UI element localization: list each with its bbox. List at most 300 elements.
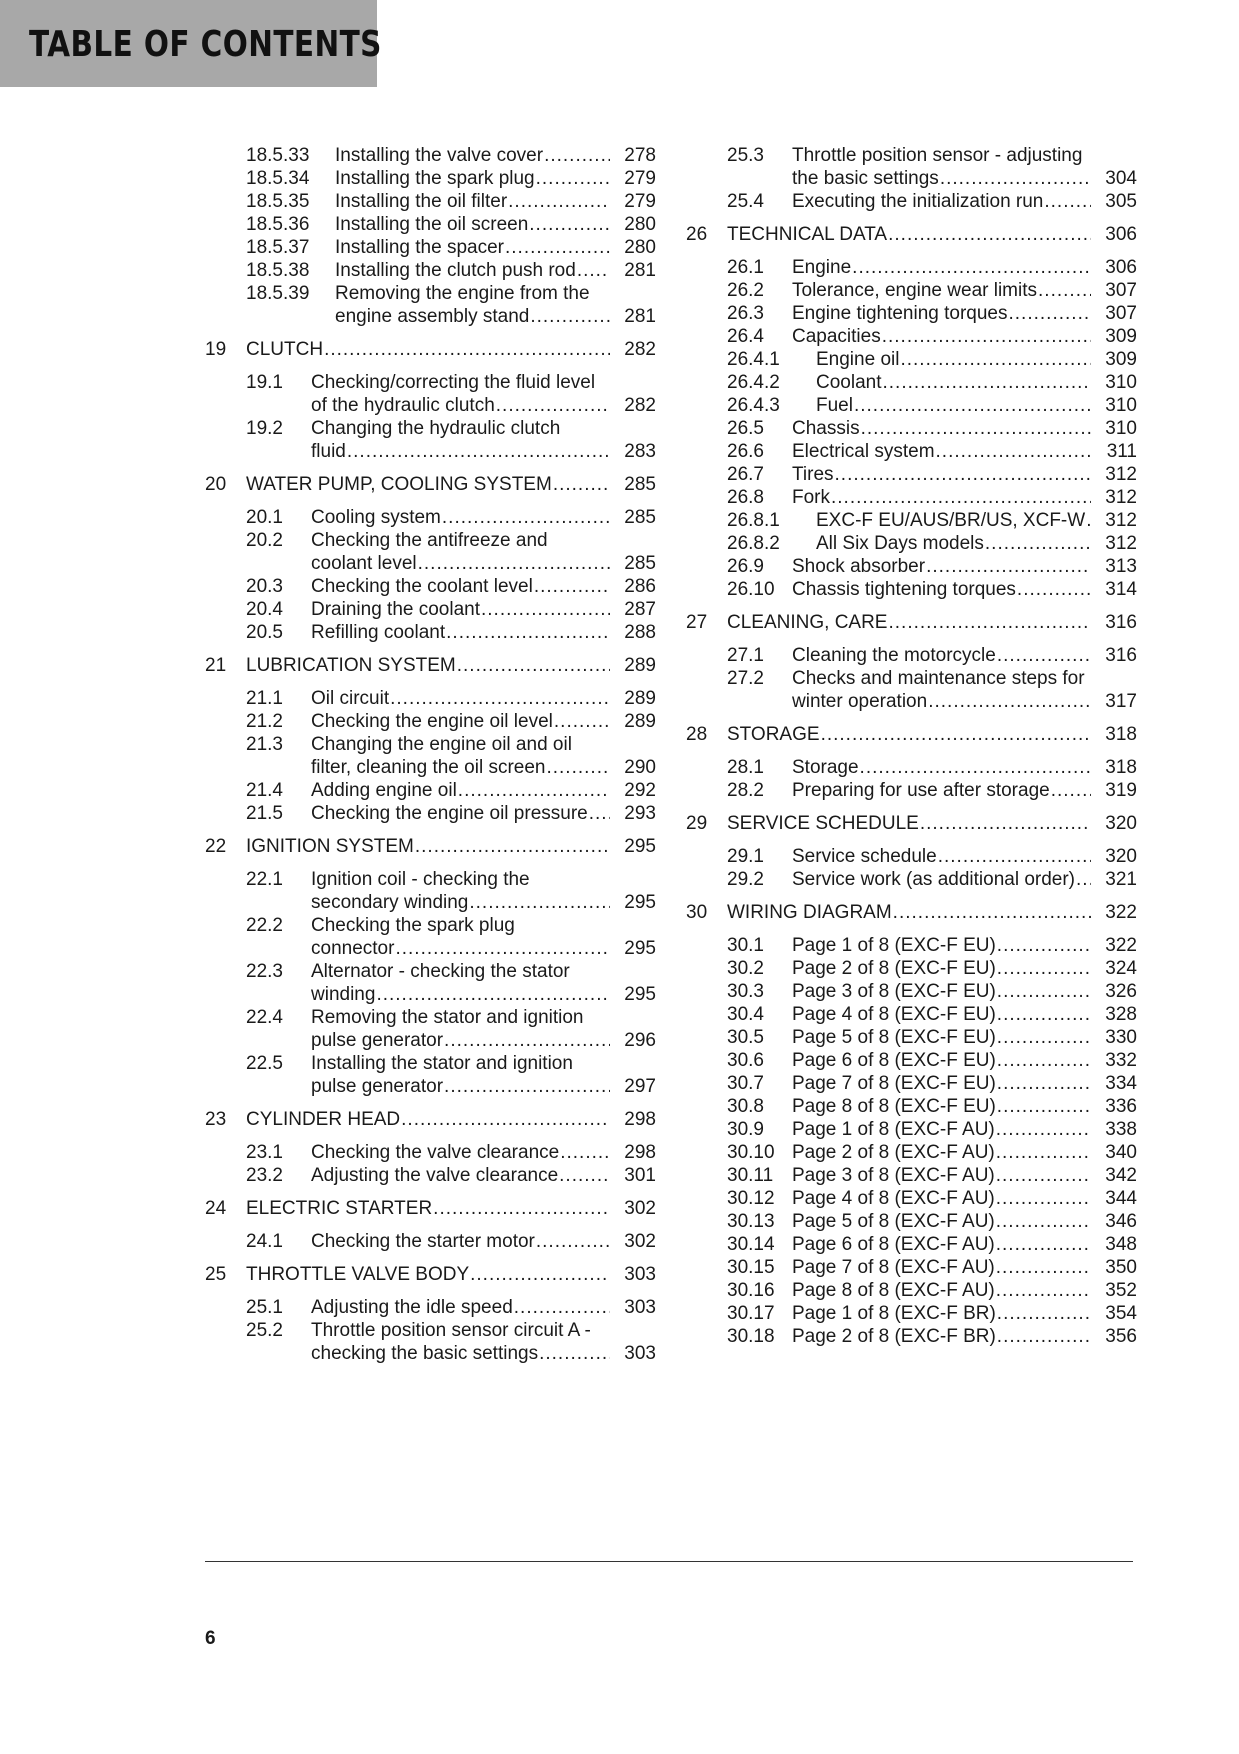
toc-entry-title-line: fluid <box>311 441 346 462</box>
toc-entry[interactable] <box>686 980 1137 1003</box>
toc-entry[interactable] <box>686 486 1137 509</box>
toc-entry[interactable] <box>686 1325 1137 1348</box>
toc-entry[interactable] <box>205 213 656 236</box>
toc-entry-title-line: Page 5 of 8 (EXC-F AU) <box>792 1211 995 1232</box>
toc-entry-title <box>792 1164 1091 1187</box>
toc-entry-number: 30.7 <box>727 1073 764 1094</box>
toc-entry[interactable] <box>205 417 656 463</box>
toc-entry[interactable] <box>686 463 1137 486</box>
toc-entry[interactable] <box>686 868 1137 891</box>
toc-entry-title <box>792 1003 1091 1026</box>
toc-dot-leader <box>505 236 610 259</box>
toc-entry-title-last-line <box>311 575 610 598</box>
toc-entry-title-line: Throttle position sensor circuit A - <box>311 1320 591 1341</box>
toc-chapter[interactable] <box>686 223 1137 246</box>
toc-entry-title <box>311 779 610 802</box>
toc-entry-title-last-line <box>792 1003 1091 1026</box>
toc-entry-page: 312 <box>1105 510 1137 531</box>
toc-entry-title-line: Page 2 of 8 (EXC-F BR) <box>792 1326 996 1347</box>
toc-dot-leader <box>996 1164 1091 1187</box>
toc-entry-title-last-line <box>335 190 610 213</box>
toc-entry-number: 19 <box>205 339 227 360</box>
toc-entry-number: 26.5 <box>727 418 764 439</box>
toc-entry-title <box>311 1296 610 1319</box>
toc-entry-title-last-line <box>335 213 610 236</box>
toc-entry-title-last-line <box>816 394 1091 417</box>
toc-entry[interactable] <box>686 578 1137 601</box>
toc-entry-number: 20.2 <box>246 530 283 551</box>
toc-dot-leader <box>997 644 1091 667</box>
toc-entry[interactable] <box>686 1003 1137 1026</box>
toc-entry-title <box>727 223 1091 246</box>
toc-entry-page: 330 <box>1105 1027 1137 1048</box>
toc-entry-page: 295 <box>624 836 656 857</box>
toc-chapter[interactable] <box>686 723 1137 746</box>
toc-entry-title-line: Installing the valve cover <box>335 145 544 166</box>
toc-entry-number: 20 <box>205 474 227 495</box>
toc-entry[interactable] <box>205 190 656 213</box>
toc-entry-number: 30.15 <box>727 1257 775 1278</box>
toc-entry-page: 352 <box>1105 1280 1137 1301</box>
toc-entry-number: 23 <box>205 1109 227 1130</box>
toc-entry-number: 26.9 <box>727 556 764 577</box>
toc-entry[interactable] <box>686 256 1137 279</box>
toc-dot-leader <box>888 223 1091 246</box>
toc-entry-number: 22.2 <box>246 915 283 936</box>
toc-entry[interactable] <box>686 1164 1137 1187</box>
toc-entry-number: 30.16 <box>727 1280 775 1301</box>
toc-entry[interactable] <box>686 1187 1137 1210</box>
toc-entry[interactable] <box>205 1164 656 1187</box>
toc-entry-number: 21.4 <box>246 780 283 801</box>
toc-entry-title-last-line <box>792 578 1091 601</box>
toc-entry[interactable] <box>205 371 656 417</box>
toc-entry-page: 312 <box>1105 464 1137 485</box>
toc-entry-page: 283 <box>624 441 656 462</box>
toc-entry-page: 285 <box>624 474 656 495</box>
toc-entry-title-last-line <box>792 256 1091 279</box>
toc-entry-title-last-line <box>311 1075 610 1098</box>
toc-entry-title <box>335 144 610 167</box>
toc-chapter[interactable] <box>686 611 1137 634</box>
toc-entry-number: 18.5.38 <box>246 260 310 281</box>
toc-entry-title-line: Coolant <box>816 372 882 393</box>
toc-entry-number: 26.8 <box>727 487 764 508</box>
toc-entry[interactable] <box>686 144 1137 190</box>
toc-entry-page: 324 <box>1105 958 1137 979</box>
toc-chapter[interactable] <box>205 654 656 677</box>
toc-dot-leader <box>554 710 610 733</box>
toc-entry-title-line: Capacities <box>792 326 881 347</box>
toc-entry-title-line: Tires <box>792 464 834 485</box>
toc-entry-number: 26.4 <box>727 326 764 347</box>
toc-entry-title-line: Page 5 of 8 (EXC-F EU) <box>792 1027 996 1048</box>
toc-entry-title-line: Checking/correcting the fluid level <box>311 372 596 393</box>
toc-entry[interactable] <box>205 1319 656 1365</box>
toc-entry-title <box>792 980 1091 1003</box>
toc-entry[interactable] <box>686 756 1137 779</box>
toc-entry-title <box>246 1108 610 1131</box>
toc-entry-page: 297 <box>624 1076 656 1097</box>
toc-entry-title-line: Service schedule <box>792 846 937 867</box>
toc-chapter[interactable] <box>205 473 656 496</box>
toc-entry[interactable] <box>686 394 1137 417</box>
toc-entry[interactable] <box>205 529 656 575</box>
toc-entry-title-line: filter, cleaning the oil screen <box>311 757 546 778</box>
toc-dot-leader <box>940 167 1091 190</box>
toc-entry-title-line: Changing the engine oil and oil <box>311 734 572 755</box>
toc-entry-title <box>792 1095 1091 1118</box>
toc-entry-number: 19.1 <box>246 372 283 393</box>
toc-dot-leader <box>1051 779 1091 802</box>
toc-entry-number: 21.3 <box>246 734 283 755</box>
toc-entry-title <box>311 529 610 575</box>
toc-entry-title <box>792 1279 1091 1302</box>
toc-entry-title <box>311 1230 610 1253</box>
toc-entry-number: 22.4 <box>246 1007 283 1028</box>
toc-entry-title-line: LUBRICATION SYSTEM <box>246 655 456 676</box>
toc-entry-title-last-line <box>311 779 610 802</box>
toc-chapter[interactable] <box>205 835 656 858</box>
toc-dot-leader <box>469 891 610 914</box>
toc-entry-title-line: Checking the coolant level <box>311 576 533 597</box>
toc-entry[interactable] <box>686 934 1137 957</box>
toc-entry-title-line: Installing the clutch push rod <box>335 260 576 281</box>
toc-dot-leader <box>418 552 610 575</box>
toc-dot-leader <box>536 1230 610 1253</box>
toc-entry-page: 322 <box>1105 902 1137 923</box>
toc-entry-title <box>311 506 610 529</box>
toc-entry-number: 25.2 <box>246 1320 283 1341</box>
toc-entry-title <box>311 1164 610 1187</box>
toc-entry-title <box>311 802 610 825</box>
toc-entry-title-line: the basic settings <box>792 168 939 189</box>
toc-entry-title-line: winter operation <box>792 691 928 712</box>
header-band <box>0 0 382 87</box>
toc-entry-title <box>311 417 610 463</box>
toc-entry-title-last-line <box>792 779 1091 802</box>
toc-entry-title-line: Page 3 of 8 (EXC-F EU) <box>792 981 996 1002</box>
toc-entry-number: 28.1 <box>727 757 764 778</box>
toc-entry-title <box>816 532 1091 555</box>
toc-entry[interactable] <box>205 506 656 529</box>
toc-dot-leader <box>530 305 610 328</box>
toc-entry-number: 26.8.1 <box>727 510 780 531</box>
toc-entry-title-last-line <box>792 1210 1091 1233</box>
toc-entry[interactable] <box>686 779 1137 802</box>
toc-dot-leader <box>883 371 1092 394</box>
toc-entry-number: 26.10 <box>727 579 775 600</box>
toc-entry-title-last-line <box>727 723 1091 746</box>
toc-entry-number: 22 <box>205 836 227 857</box>
toc-entry[interactable] <box>686 1256 1137 1279</box>
toc-entry-title <box>792 756 1091 779</box>
toc-dot-leader <box>433 1197 610 1220</box>
toc-entry-page: 305 <box>1105 191 1137 212</box>
toc-entry[interactable] <box>205 167 656 190</box>
toc-entry[interactable] <box>686 348 1137 371</box>
toc-entry[interactable] <box>686 440 1137 463</box>
toc-dot-leader <box>1038 279 1091 302</box>
toc-dot-leader <box>546 756 610 779</box>
toc-entry-title-line: Engine <box>792 257 852 278</box>
toc-entry-number: 30.17 <box>727 1303 775 1324</box>
toc-entry[interactable] <box>205 1052 656 1098</box>
toc-dot-leader <box>996 1141 1091 1164</box>
toc-entry-title-last-line <box>792 1187 1091 1210</box>
toc-entry-number: 20.5 <box>246 622 283 643</box>
toc-entry-title-line: Page 8 of 8 (EXC-F EU) <box>792 1096 996 1117</box>
toc-dot-leader <box>854 394 1091 417</box>
toc-entry[interactable] <box>686 1095 1137 1118</box>
toc-chapter[interactable] <box>686 901 1137 924</box>
toc-entry-title-last-line <box>311 598 610 621</box>
toc-entry-title <box>311 1141 610 1164</box>
toc-entry[interactable] <box>686 555 1137 578</box>
toc-entry-title <box>727 723 1091 746</box>
toc-entry-title-last-line <box>311 1141 610 1164</box>
toc-entry-title-line: EXC-F EU/AUS/BR/US, XCF-W <box>816 510 1086 531</box>
toc-entry-number: 26.3 <box>727 303 764 324</box>
toc-entry-page: 344 <box>1105 1188 1137 1209</box>
toc-entry-page: 326 <box>1105 981 1137 1002</box>
toc-dot-leader <box>893 901 1091 924</box>
toc-entry-title-last-line <box>727 901 1091 924</box>
toc-entry-number: 26.6 <box>727 441 764 462</box>
toc-entry-page: 309 <box>1105 326 1137 347</box>
toc-chapter[interactable] <box>205 1263 656 1286</box>
toc-entry-title-line: Executing the initialization run <box>792 191 1044 212</box>
toc-entry-title <box>792 144 1091 190</box>
toc-entry-title-last-line <box>792 690 1091 713</box>
toc-entry-title-last-line <box>792 1026 1091 1049</box>
toc-entry-title-last-line <box>311 552 610 575</box>
toc-entry-title-last-line <box>311 1230 610 1253</box>
toc-entry[interactable] <box>686 1118 1137 1141</box>
toc-entry-page: 303 <box>624 1297 656 1318</box>
toc-entry[interactable] <box>205 236 656 259</box>
toc-entry[interactable] <box>205 779 656 802</box>
toc-entry[interactable] <box>205 868 656 914</box>
toc-entry-title-line: Draining the coolant <box>311 599 480 620</box>
toc-entry-title-line: Installing the spark plug <box>335 168 535 189</box>
toc-entry-title <box>792 644 1091 667</box>
toc-dot-leader <box>996 1256 1091 1279</box>
toc-entry[interactable] <box>205 259 656 282</box>
toc-chapter[interactable] <box>205 338 656 361</box>
toc-entry[interactable] <box>205 1296 656 1319</box>
toc-dot-leader <box>835 463 1091 486</box>
toc-entry-title <box>311 371 610 417</box>
toc-dot-leader <box>920 812 1091 835</box>
toc-entry-title <box>792 1072 1091 1095</box>
toc-entry-page: 302 <box>624 1198 656 1219</box>
toc-entry-number: 21.1 <box>246 688 283 709</box>
toc-dot-leader <box>470 1263 610 1286</box>
toc-dot-leader <box>529 213 610 236</box>
toc-entry[interactable] <box>686 325 1137 348</box>
toc-entry-title-line: Checking the engine oil level <box>311 711 553 732</box>
toc-entry[interactable] <box>686 279 1137 302</box>
toc-entry-title-line: Electrical system <box>792 441 935 462</box>
toc-entry[interactable] <box>205 710 656 733</box>
toc-entry-title-line: Checking the spark plug <box>311 915 515 936</box>
toc-chapter[interactable] <box>205 1108 656 1131</box>
toc-entry-title <box>792 463 1091 486</box>
toc-entry[interactable] <box>205 1230 656 1253</box>
toc-entry-title-last-line <box>792 1302 1091 1325</box>
toc-dot-leader <box>997 1072 1091 1095</box>
toc-entry-number: 27.1 <box>727 645 764 666</box>
toc-entry-number: 30.12 <box>727 1188 775 1209</box>
toc-entry-title-line: WATER PUMP, COOLING SYSTEM <box>246 474 552 495</box>
toc-dot-leader <box>1076 868 1091 891</box>
toc-entry-title-line: Chassis tightening torques <box>792 579 1016 600</box>
toc-dot-leader <box>928 690 1091 713</box>
toc-entry-title-line: Removing the engine from the <box>335 283 590 304</box>
toc-entry-title <box>792 667 1091 713</box>
toc-entry[interactable] <box>205 282 656 328</box>
toc-entry[interactable] <box>686 532 1137 555</box>
toc-entry-page: 354 <box>1105 1303 1137 1324</box>
toc-entry[interactable] <box>205 802 656 825</box>
toc-entry-title <box>311 687 610 710</box>
toc-entry-number: 30.5 <box>727 1027 764 1048</box>
toc-dot-leader <box>395 937 610 960</box>
toc-entry[interactable] <box>686 845 1137 868</box>
toc-dot-leader <box>444 1075 610 1098</box>
toc-entry[interactable] <box>205 1141 656 1164</box>
toc-entry-title-line: Service work (as additional order) <box>792 869 1076 890</box>
toc-entry[interactable] <box>205 144 656 167</box>
toc-entry-number: 30.18 <box>727 1326 775 1347</box>
toc-entry-title-line: Engine oil <box>816 349 900 370</box>
toc-entry[interactable] <box>686 371 1137 394</box>
toc-entry-page: 356 <box>1105 1326 1137 1347</box>
toc-entry[interactable] <box>205 960 656 1006</box>
toc-entry[interactable] <box>686 509 1137 532</box>
toc-dot-leader <box>444 1029 610 1052</box>
toc-entry-page: 288 <box>624 622 656 643</box>
toc-entry[interactable] <box>686 1049 1137 1072</box>
toc-entry-title-line: Checking the engine oil pressure <box>311 803 588 824</box>
toc-chapter[interactable] <box>205 1197 656 1220</box>
toc-dot-leader <box>446 621 610 644</box>
toc-entry-title <box>792 1118 1091 1141</box>
toc-entry[interactable] <box>686 1233 1137 1256</box>
toc-dot-leader <box>442 506 610 529</box>
toc-entry[interactable] <box>686 1279 1137 1302</box>
toc-entry[interactable] <box>686 957 1137 980</box>
toc-chapter[interactable] <box>686 812 1137 835</box>
toc-entry[interactable] <box>205 733 656 779</box>
toc-entry-title-last-line <box>335 305 610 328</box>
toc-entry-title-last-line <box>792 325 1091 348</box>
toc-entry[interactable] <box>686 644 1137 667</box>
toc-entry-title-line: coolant level <box>311 553 417 574</box>
toc-entry-number: 26.1 <box>727 257 764 278</box>
toc-entry-title-line: of the hydraulic clutch <box>311 395 495 416</box>
toc-entry-title-last-line <box>792 167 1091 190</box>
toc-entry-page: 312 <box>1105 487 1137 508</box>
toc-entry-title-last-line <box>792 440 1091 463</box>
toc-entry-number: 30.2 <box>727 958 764 979</box>
toc-entry-title-line: Installing the oil filter <box>335 191 508 212</box>
toc-entry-page: 285 <box>624 553 656 574</box>
toc-entry[interactable] <box>686 302 1137 325</box>
toc-entry[interactable] <box>205 598 656 621</box>
toc-entry-page: 295 <box>624 984 656 1005</box>
toc-entry-title-line: Throttle position sensor - adjusting <box>792 145 1083 166</box>
toc-entry-title-last-line <box>792 1325 1091 1348</box>
toc-dot-leader <box>1086 509 1091 532</box>
toc-entry-title <box>792 256 1091 279</box>
toc-entry-title-line: Page 1 of 8 (EXC-F BR) <box>792 1303 996 1324</box>
toc-entry-number: 26.8.2 <box>727 533 780 554</box>
toc-entry[interactable] <box>205 621 656 644</box>
toc-entry-title <box>792 417 1091 440</box>
toc-entry-title-line: Cooling system <box>311 507 441 528</box>
toc-entry[interactable] <box>205 1006 656 1052</box>
toc-entry-page: 307 <box>1105 303 1137 324</box>
toc-entry[interactable] <box>686 1141 1137 1164</box>
toc-entry-number: 18.5.34 <box>246 168 310 189</box>
toc-entry-page: 281 <box>624 306 656 327</box>
toc-entry-number: 18.5.36 <box>246 214 310 235</box>
toc-entry-title-line: connector <box>311 938 395 959</box>
toc-entry-title-last-line <box>792 555 1091 578</box>
toc-entry-page: 336 <box>1105 1096 1137 1117</box>
toc-entry-number: 28 <box>686 724 708 745</box>
toc-entry-title-last-line <box>792 980 1091 1003</box>
toc-entry-title <box>311 575 610 598</box>
toc-entry-title <box>792 1049 1091 1072</box>
toc-entry[interactable] <box>205 914 656 960</box>
toc-entry-title <box>792 1256 1091 1279</box>
toc-entry[interactable] <box>686 417 1137 440</box>
toc-entry-title-line: All Six Days models <box>816 533 984 554</box>
toc-entry-title <box>816 348 1091 371</box>
toc-entry[interactable] <box>686 667 1137 713</box>
toc-entry-page: 328 <box>1105 1004 1137 1025</box>
toc-entry[interactable] <box>686 1302 1137 1325</box>
toc-entry-title-last-line <box>335 259 610 282</box>
toc-entry-title-line: Checking the valve clearance <box>311 1142 560 1163</box>
toc-entry[interactable] <box>205 687 656 710</box>
toc-entry[interactable] <box>686 1072 1137 1095</box>
toc-entry-page: 348 <box>1105 1234 1137 1255</box>
toc-entry-number: 20.4 <box>246 599 283 620</box>
toc-entry-title-last-line <box>727 611 1091 634</box>
toc-entry-title-line: CYLINDER HEAD <box>246 1109 401 1130</box>
toc-entry-title-last-line <box>246 1197 610 1220</box>
toc-entry[interactable] <box>686 1210 1137 1233</box>
toc-entry[interactable] <box>686 1026 1137 1049</box>
toc-entry-title-last-line <box>792 845 1091 868</box>
toc-entry[interactable] <box>686 190 1137 213</box>
toc-dot-leader <box>457 654 610 677</box>
toc-entry-title-line: Page 6 of 8 (EXC-F EU) <box>792 1050 996 1071</box>
toc-entry-page: 311 <box>1106 441 1137 462</box>
toc-entry-title <box>311 1319 610 1365</box>
toc-entry-number: 23.1 <box>246 1142 283 1163</box>
toc-entry[interactable] <box>205 575 656 598</box>
toc-entry-page: 320 <box>1105 813 1137 834</box>
toc-entry-title-last-line <box>311 1296 610 1319</box>
toc-entry-title-line: WIRING DIAGRAM <box>727 902 892 923</box>
toc-entry-title-line: Page 1 of 8 (EXC-F AU) <box>792 1119 995 1140</box>
toc-entry-title-line: TECHNICAL DATA <box>727 224 888 245</box>
